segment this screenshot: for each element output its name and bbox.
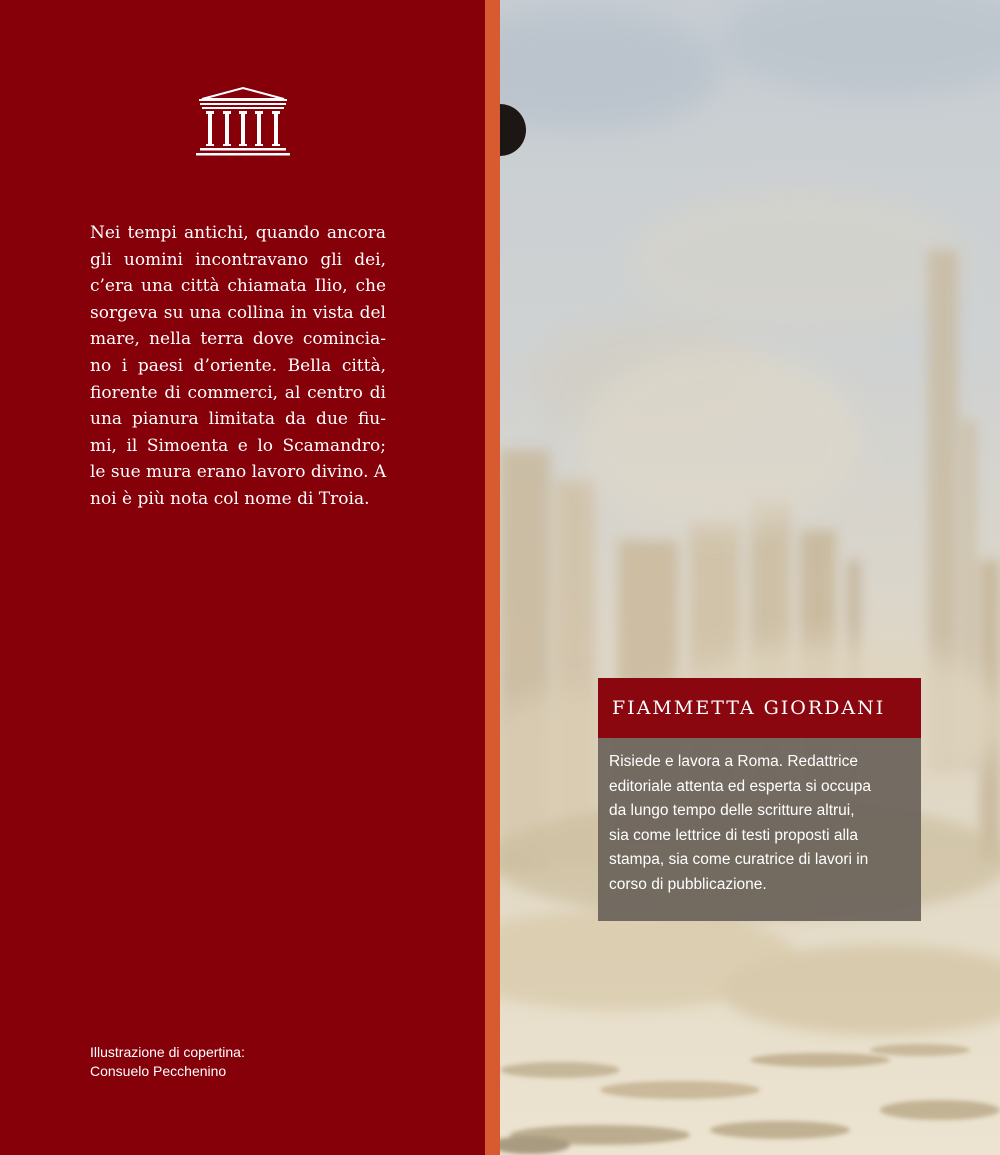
author-bio-line: stampa, sia come curatrice di lavori in — [609, 851, 869, 868]
author-bio-line: da lungo tempo delle scritture altrui, — [609, 802, 855, 819]
blurb-line: mi, il Simoenta e lo Scamandro; — [90, 435, 386, 456]
blurb-line: c’era una città chiamata Ilio, che — [90, 276, 386, 297]
blurb-line: noi è più nota col nome di Troia. — [90, 488, 370, 509]
blurb-line: gli uomini incontravano gli dei, — [90, 249, 386, 270]
blurb-line: le sue mura erano lavoro divino. A — [90, 462, 387, 483]
blurb-line: una pianura limitata da due fiu- — [90, 409, 386, 430]
author-bio — [598, 738, 921, 921]
greek-temple-icon — [194, 86, 292, 158]
credit-label: Illustrazione di copertina: — [90, 1044, 245, 1060]
author-bio-line: Risiede e lavora a Roma. Redattrice — [609, 753, 858, 770]
author-name: FIAMMETTA GIORDANI — [598, 678, 921, 738]
author-bio-line: corso di pubblicazione. — [609, 875, 767, 893]
author-box — [598, 678, 921, 921]
left-red-panel — [0, 0, 485, 1155]
blurb-line: mare, nella terra dove comincia- — [90, 329, 386, 350]
blurb-line: Nei tempi antichi, quando ancora — [90, 223, 386, 243]
blurb-line: sorgeva su una collina in vista del — [90, 302, 386, 323]
blurb-line: no i paesi d’oriente. Bella città, — [90, 355, 386, 376]
cover-illustration-credit — [90, 1043, 245, 1081]
author-bio-line: sia come lettrice di testi proposti alla — [609, 826, 858, 844]
blurb-line: fiorente di commerci, al centro di — [90, 382, 386, 403]
ruins-painting — [500, 0, 1000, 1155]
spine-stripe — [485, 0, 500, 1155]
back-cover-blurb — [90, 220, 386, 513]
credit-illustrator: Consuelo Pecchenino — [90, 1063, 227, 1079]
author-bio-line: editoriale attenta ed esperta si occupa — [609, 777, 871, 795]
